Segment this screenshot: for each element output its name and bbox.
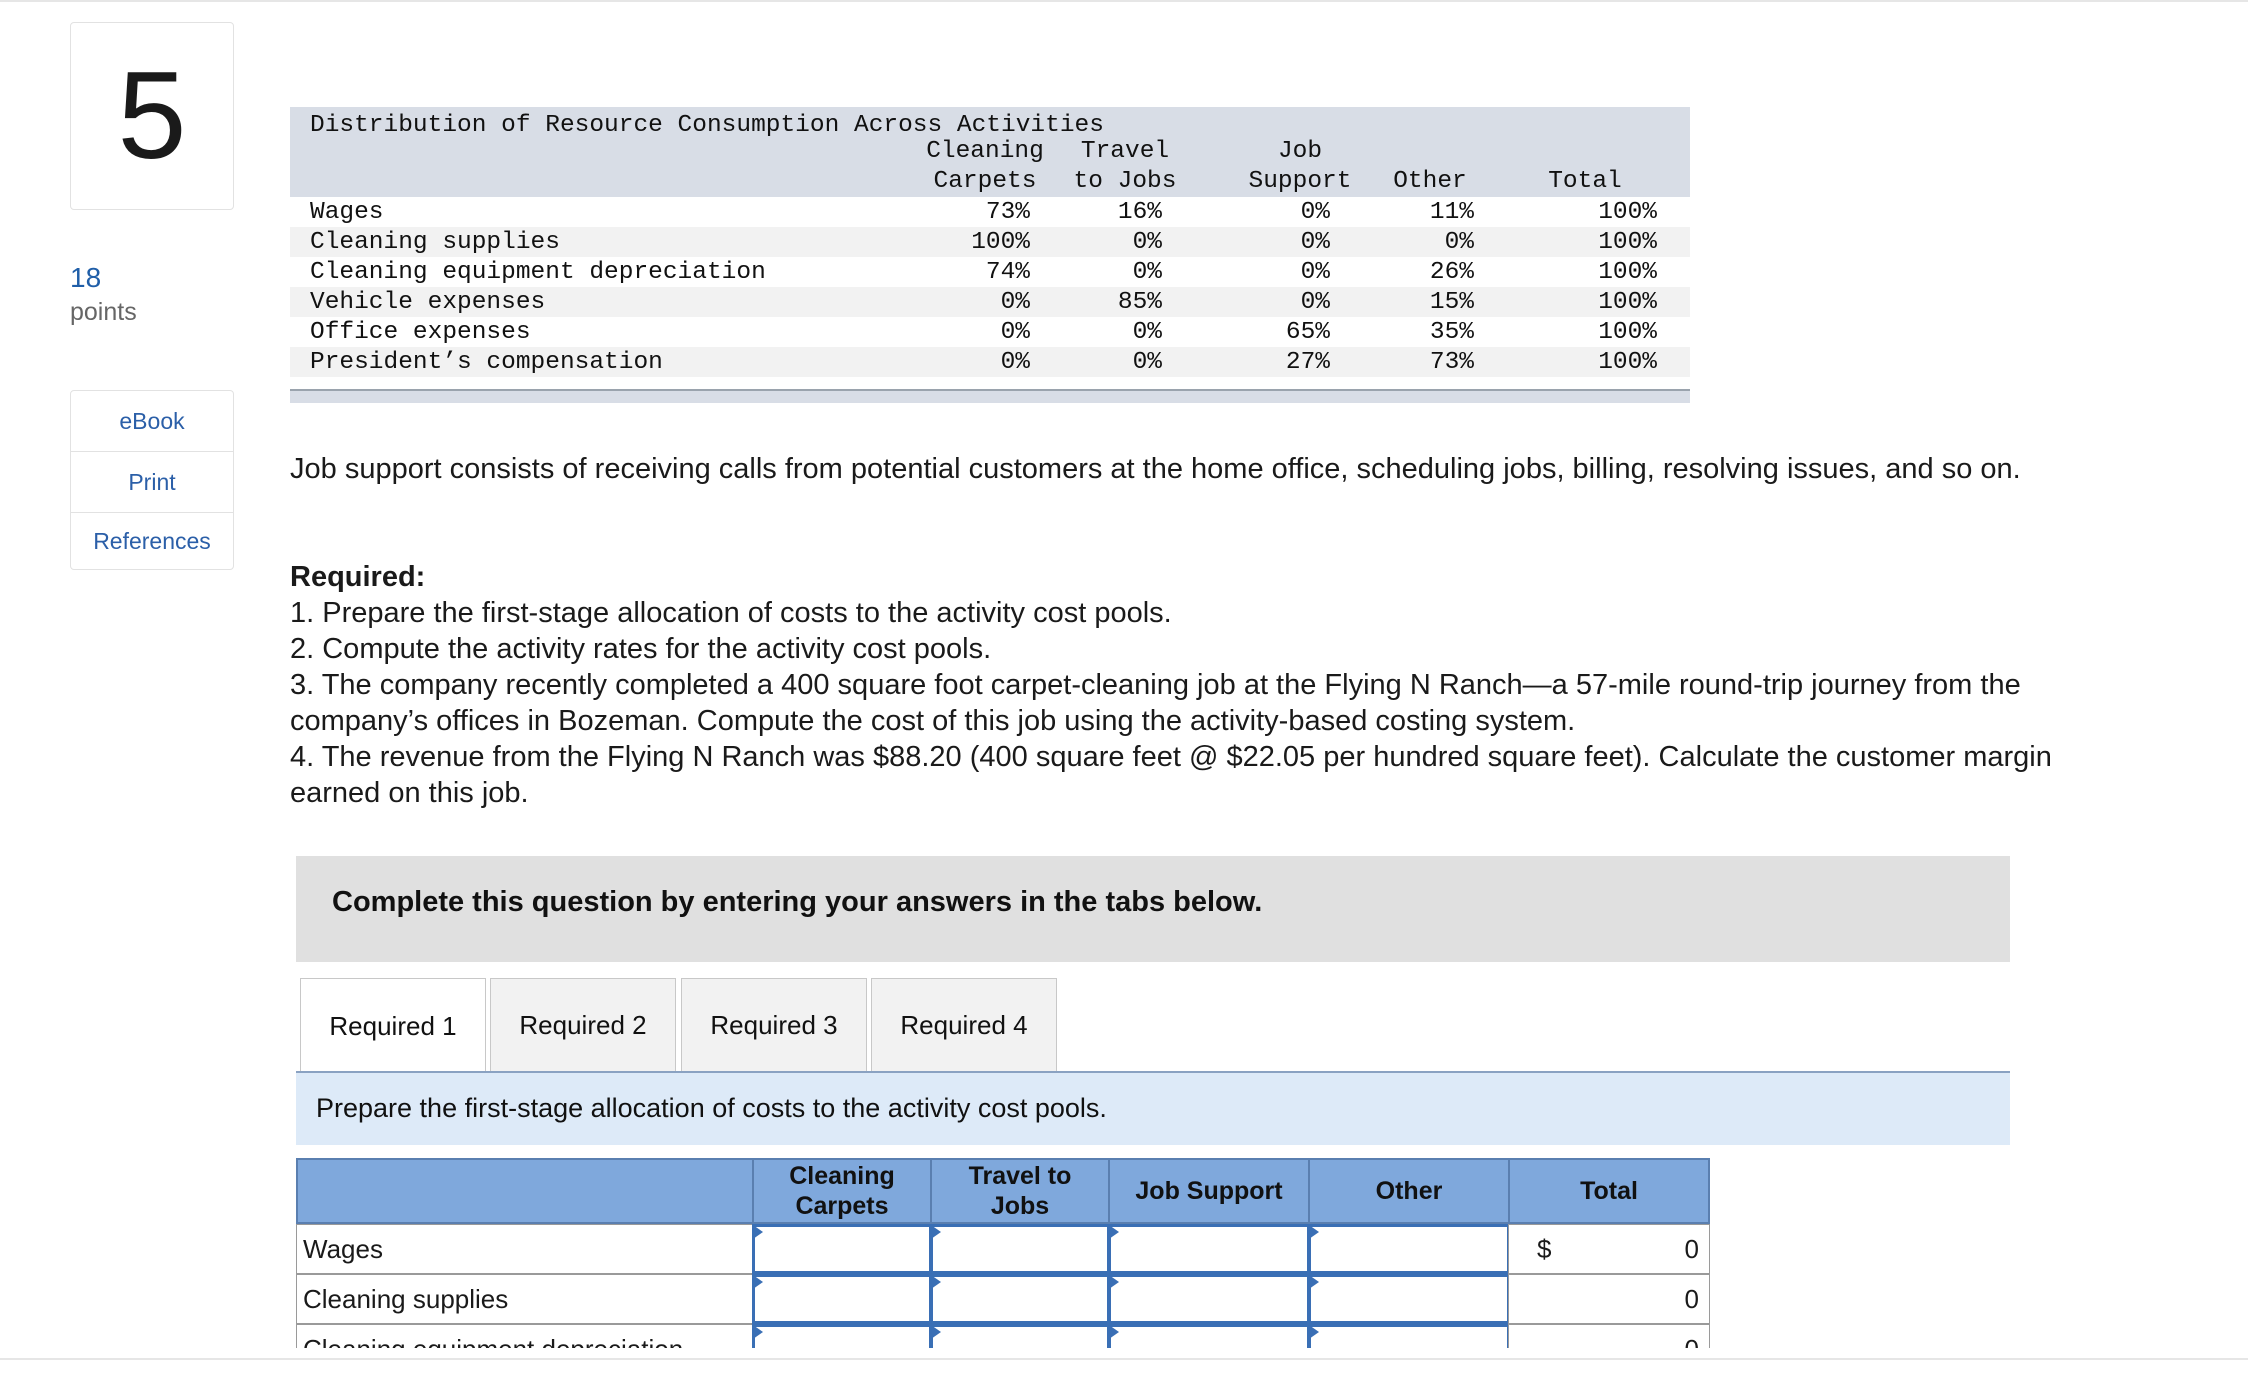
distribution-row-label: Wages (310, 199, 384, 226)
col-header-line: Total (1548, 168, 1622, 195)
distribution-cell: 0% (1000, 349, 1030, 376)
distribution-cell: 26% (1429, 259, 1474, 286)
answer-input[interactable] (930, 1274, 1110, 1324)
distribution-cell: 35% (1429, 319, 1474, 346)
answer-header-blank (296, 1158, 754, 1224)
distribution-row-label: President’s compensation (310, 349, 663, 376)
distribution-cell: 15% (1429, 289, 1474, 316)
answer-input[interactable] (1108, 1274, 1310, 1324)
distribution-cell: 0% (1300, 289, 1330, 316)
question-number-box (70, 22, 234, 210)
answer-input[interactable] (1308, 1274, 1510, 1324)
distribution-cell: 11% (1429, 199, 1474, 226)
distribution-row (290, 257, 1690, 287)
col-header-line: Job (1277, 138, 1323, 165)
requirement-4: 4. The revenue from the Flying N Ranch was $88.20 (400 square feet @ $22.05 per hundred square feet). Calculate the customer margin earned on this job. (290, 741, 2052, 809)
distribution-cell: 0% (1000, 289, 1030, 316)
bottom-divider (0, 1358, 2248, 1360)
answer-total-value: 0 (1684, 1234, 1699, 1264)
distribution-cell: 74% (985, 259, 1030, 286)
distribution-cell: 100% (1598, 259, 1657, 286)
answer-row-label: Wages (296, 1224, 754, 1274)
distribution-footer (290, 389, 1690, 403)
distribution-row (290, 227, 1690, 257)
distribution-cell: 0% (1000, 319, 1030, 346)
col-header-line: Carpets (933, 168, 1037, 195)
top-divider (0, 0, 2248, 2)
answer-header-job-support: Job Support (1108, 1158, 1310, 1224)
points-value: 18 (70, 262, 102, 293)
distribution-row-label: Cleaning supplies (310, 229, 560, 256)
answer-input[interactable] (752, 1274, 932, 1324)
print-link[interactable]: Print (71, 452, 233, 513)
distribution-cell: 100% (1598, 199, 1657, 226)
distribution-cell: 27% (1285, 349, 1330, 376)
col-header-line: Other (1393, 168, 1467, 195)
distribution-row (290, 197, 1690, 227)
distribution-table (290, 107, 1690, 403)
distribution-cell: 16% (1117, 199, 1162, 226)
col-job-support (1235, 137, 1365, 197)
required-heading: Required: (290, 561, 426, 593)
distribution-cell: 0% (1132, 259, 1162, 286)
currency-symbol: $ (1537, 1234, 1552, 1264)
col-cleaning-carpets (920, 137, 1050, 197)
col-header-line: Travel (1080, 138, 1170, 165)
tab-required-3[interactable]: Required 3 (681, 978, 867, 1072)
answer-row (296, 1274, 1710, 1324)
requirement-3: 3. The company recently completed a 400 square foot carpet-cleaning job at the Flying N Ranch—a 57-mile round-trip journey from the company’s offices in Bozeman. Compute the cost of this job using the activity-based costing system. (290, 669, 2021, 737)
tool-links (70, 390, 234, 570)
distribution-cell: 0% (1132, 319, 1162, 346)
tab-instruction (296, 1073, 2010, 1145)
distribution-cell: 100% (1598, 229, 1657, 256)
answer-header-cleaning-carpets: Cleaning Carpets (752, 1158, 932, 1224)
distribution-body (290, 197, 1690, 377)
distribution-cell: 100% (1598, 319, 1657, 346)
distribution-cell: 0% (1300, 259, 1330, 286)
question-number: 5 (117, 47, 187, 185)
col-other (1365, 167, 1495, 197)
requirement-2: 2. Compute the activity rates for the activity cost pools. (290, 633, 992, 665)
distribution-header (290, 107, 1690, 197)
requirements (290, 559, 2150, 811)
answer-input[interactable] (930, 1224, 1110, 1274)
ebook-link[interactable]: eBook (71, 391, 233, 452)
answer-header-travel-to-jobs: Travel to Jobs (930, 1158, 1110, 1224)
distribution-cell: 85% (1117, 289, 1162, 316)
distribution-row-label: Cleaning equipment depreciation (310, 259, 766, 286)
col-header-line: Cleaning (926, 138, 1044, 165)
answer-total-cell (1508, 1274, 1710, 1324)
answer-total-cell (1508, 1224, 1710, 1274)
distribution-row-label: Office expenses (310, 319, 531, 346)
instructions-banner (296, 856, 2010, 962)
distribution-cell: 100% (971, 229, 1030, 256)
col-header-line: to Jobs (1073, 168, 1177, 195)
distribution-cell: 0% (1132, 229, 1162, 256)
distribution-title: Distribution of Resource Consumption Across Activities (310, 112, 1104, 139)
instructions-banner-text: Complete this question by entering your answers in the tabs below. (332, 886, 1263, 918)
distribution-row (290, 317, 1690, 347)
distribution-row-label: Vehicle expenses (310, 289, 546, 316)
tab-required-4[interactable]: Required 4 (871, 978, 1057, 1072)
tab-required-2[interactable]: Required 2 (490, 978, 676, 1072)
distribution-cell: 0% (1300, 229, 1330, 256)
col-header-line: Support (1248, 168, 1352, 195)
distribution-cell: 0% (1444, 229, 1474, 256)
answer-input[interactable] (1308, 1224, 1510, 1274)
references-link[interactable]: References (93, 527, 211, 554)
answer-input[interactable] (752, 1224, 932, 1274)
col-travel-to-jobs (1060, 137, 1190, 197)
answer-header-other: Other (1308, 1158, 1510, 1224)
answer-header-total: Total (1508, 1158, 1710, 1224)
answer-input[interactable] (1108, 1224, 1310, 1274)
job-support-text: Job support consists of receiving calls from potential customers at the home office, scheduling jobs, billing, resolving issues, and so on. (290, 453, 2021, 485)
distribution-cell: 100% (1598, 349, 1657, 376)
answer-total-value: 0 (1684, 1284, 1699, 1314)
distribution-cell: 73% (1429, 349, 1474, 376)
distribution-cell: 0% (1132, 349, 1162, 376)
distribution-cell: 73% (985, 199, 1030, 226)
distribution-cell: 0% (1300, 199, 1330, 226)
requirement-1: 1. Prepare the first-stage allocation of costs to the activity cost pools. (290, 597, 1172, 629)
answer-row-label: Cleaning supplies (296, 1274, 754, 1324)
answer-row (296, 1224, 1710, 1274)
points-label: points (70, 298, 137, 326)
distribution-cell: 65% (1285, 319, 1330, 346)
tab-instruction-text: Prepare the first-stage allocation of costs to the activity cost pools. (316, 1093, 1107, 1123)
distribution-row (290, 287, 1690, 317)
tab-required-1[interactable]: Required 1 (300, 978, 486, 1074)
col-total (1520, 167, 1650, 197)
bottom-mask (0, 1348, 2248, 1374)
distribution-row (290, 347, 1690, 377)
distribution-cell: 100% (1598, 289, 1657, 316)
